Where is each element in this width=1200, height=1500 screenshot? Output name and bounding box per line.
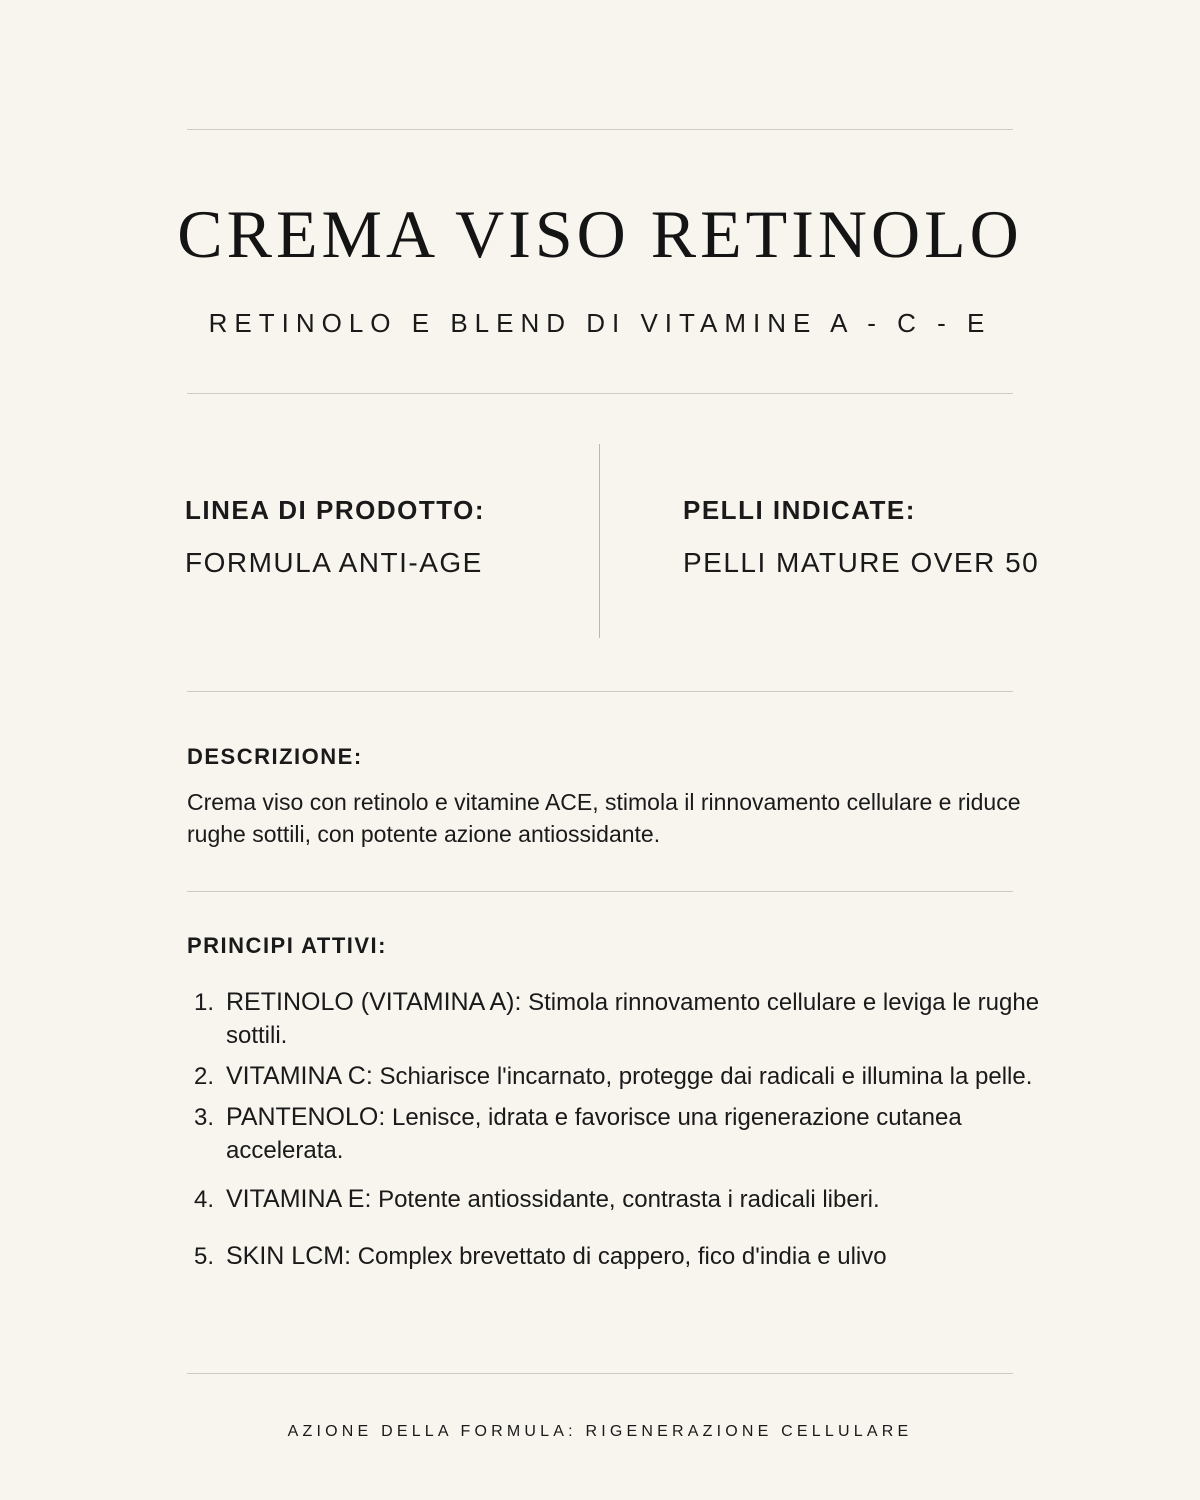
active-description: Schiarisce l'incarnato, protegge dai radicali e illumina la pelle. bbox=[372, 1063, 1033, 1090]
active-description: Complex brevettato di cappero, fico d'india e ulivo bbox=[351, 1243, 887, 1270]
active-name: SKIN LCM: bbox=[226, 1242, 352, 1270]
skin-type-value: PELLI MATURE OVER 50 bbox=[683, 547, 1040, 578]
product-subtitle: RETINOLO E BLEND DI VITAMINE A - C - E bbox=[208, 308, 992, 338]
list-item-number: 1. bbox=[194, 989, 215, 1016]
active-description: Lenisce, idrata e favorisce una rigenerazione cutanea accelerata. bbox=[226, 1104, 962, 1164]
formula-action-footer: AZIONE DELLA FORMULA: RIGENERAZIONE CELLULARE bbox=[287, 1423, 913, 1440]
active-name: VITAMINA E: bbox=[226, 1185, 372, 1213]
list-item-number: 4. bbox=[194, 1186, 215, 1213]
active-name: PANTENOLO: bbox=[226, 1103, 386, 1131]
active-name: RETINOLO (VITAMINA A): bbox=[226, 988, 522, 1016]
list-item bbox=[190, 1183, 1070, 1216]
product-title: CREMA VISO RETINOLO bbox=[177, 196, 1023, 272]
description-text: Crema viso con retinolo e vitamine ACE, stimola il rinnovamento cellulare e riduce rughe sottili, con potente azione antiossidante. bbox=[187, 789, 1021, 847]
list-item-number: 5. bbox=[194, 1243, 215, 1270]
description-label: DESCRIZIONE: bbox=[187, 744, 363, 769]
list-item-number: 2. bbox=[194, 1063, 215, 1090]
active-name: VITAMINA C: bbox=[226, 1062, 373, 1090]
active-description: Stimola rinnovamento cellulare e leviga le rughe sottili. bbox=[226, 989, 1040, 1049]
list-item bbox=[190, 1101, 1070, 1167]
details-vertical-divider bbox=[599, 444, 600, 638]
list-item-number: 3. bbox=[194, 1104, 215, 1131]
title-divider bbox=[187, 393, 1013, 394]
product-line-label: LINEA DI PRODOTTO: bbox=[185, 495, 485, 525]
active-description: Potente antiossidante, contrasta i radicali liberi. bbox=[371, 1186, 880, 1213]
details-divider bbox=[187, 691, 1013, 692]
list-item bbox=[190, 1240, 1070, 1273]
actives-divider bbox=[187, 1373, 1013, 1374]
top-divider bbox=[187, 129, 1013, 130]
list-item bbox=[190, 1060, 1070, 1093]
list-item bbox=[190, 986, 1070, 1052]
product-line-value: FORMULA ANTI-AGE bbox=[185, 547, 483, 578]
description-divider bbox=[187, 891, 1013, 892]
actives-list bbox=[190, 986, 1070, 1273]
actives-label: PRINCIPI ATTIVI: bbox=[187, 933, 387, 958]
skin-type-label: PELLI INDICATE: bbox=[683, 495, 916, 525]
